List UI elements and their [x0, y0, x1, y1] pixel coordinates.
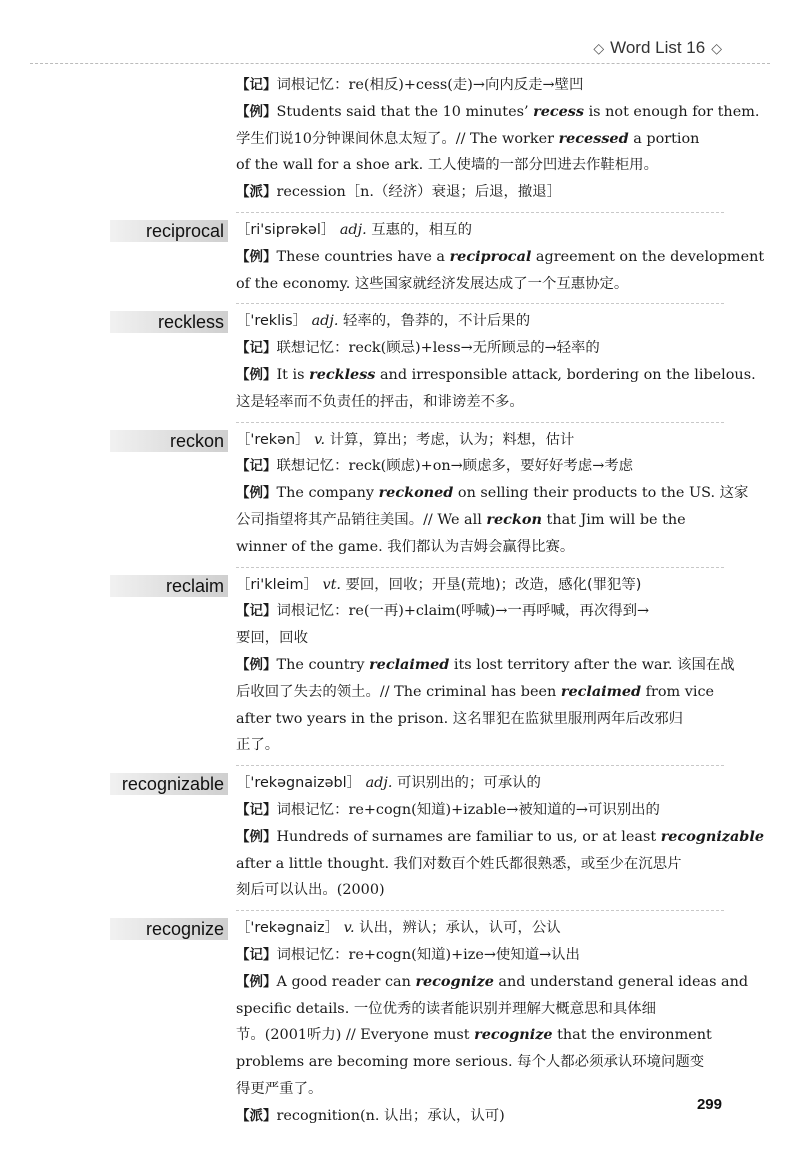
text-line	[236, 1103, 724, 1130]
text-span: of the wall for a shoe ark. 工人使墙的一部分凹进去作鞋柜用。	[236, 157, 658, 174]
text-line	[236, 507, 724, 534]
text-line	[236, 652, 735, 679]
text-span: winner of the game. 我们都认为吉姆会赢得比赛。	[236, 538, 575, 555]
entry-body	[236, 217, 765, 297]
entry-divider	[236, 303, 724, 304]
label-tag: 【例】	[236, 366, 277, 383]
entry-divider	[236, 765, 724, 766]
headword-label: reckon	[110, 430, 228, 452]
entry-body	[236, 308, 756, 415]
label-tag: 【例】	[236, 248, 277, 265]
text-line	[236, 996, 724, 1023]
text-line	[236, 969, 749, 996]
headword-usage: recessed	[558, 129, 629, 147]
text-span: of the economy. 这些国家就经济发展达成了一个互惠协定。	[236, 275, 629, 292]
text-line	[236, 244, 765, 271]
text-span: 词根记忆：re+cogn(知道)+izable→被知道的→可识别出的	[276, 801, 660, 818]
text-span: 要回，回收	[236, 630, 308, 647]
text-span: 后收回了失去的领土。// The criminal has been	[236, 683, 561, 700]
phonetic: ［ri'kleim］	[236, 576, 323, 593]
phonetic: ［'rekəgnaiz］	[236, 920, 344, 937]
label-tag: 【记】	[236, 603, 277, 620]
text-line	[236, 152, 724, 179]
text-line	[236, 480, 749, 507]
label-tag: 【记】	[236, 77, 277, 93]
headword-label: reclaim	[110, 575, 228, 597]
text-span: 联想记忆：reck(顾虑)+on→顾虑多，要好好考虑→考虑	[276, 458, 634, 475]
entry-definition	[236, 770, 724, 797]
part-of-speech: adj.	[365, 775, 397, 792]
part-of-speech: v.	[343, 920, 360, 937]
entry-body	[236, 915, 749, 1129]
text-span: 得更严重了。	[236, 1080, 323, 1097]
running-header	[593, 38, 722, 58]
text-span: These countries have a	[276, 248, 450, 265]
text-span: a portion	[628, 130, 700, 147]
label-tag: 【记】	[236, 946, 277, 963]
text-line	[236, 625, 724, 652]
text-line	[236, 1022, 724, 1049]
text-span: 这是轻率而不负责任的抨击，和诽谤差不多。	[236, 393, 524, 410]
part-of-speech: vt.	[322, 576, 346, 593]
part-of-speech: v.	[314, 431, 330, 448]
headword-usage: reckless	[309, 365, 376, 383]
entry-body	[236, 770, 764, 904]
dictionary-entry	[0, 422, 800, 561]
text-span: 词根记忆：re+cogn(知道)+ize→使知道→认出	[276, 946, 580, 963]
text-line	[236, 851, 724, 878]
part-of-speech: adj.	[339, 221, 372, 238]
text-span: 词根记忆：re(一再)+claim(呼喊)→一再呼喊，再次得到→	[276, 603, 650, 620]
text-line	[236, 271, 724, 298]
text-span: The company	[276, 485, 379, 502]
text-span: A good reader can	[276, 973, 416, 990]
text-line	[236, 534, 724, 561]
label-tag: 【派】	[236, 1107, 277, 1124]
meaning: 计算，算出；考虑，认为；料想，估计	[329, 431, 575, 448]
dictionary-entry	[0, 567, 800, 760]
text-span: It is	[276, 366, 310, 383]
text-line	[236, 706, 724, 733]
headword-label: reckless	[110, 311, 228, 333]
label-tag: 【记】	[236, 340, 277, 357]
text-span: after a little thought. 我们对数百个姓氏都很熟悉，或至少在沉思片	[236, 855, 682, 872]
text-span: specific details. 一位优秀的读者能识别并理解大概意思和具体细	[236, 1000, 657, 1017]
entry-divider	[236, 212, 724, 213]
entry-definition	[236, 217, 724, 244]
headword-usage: recognize	[415, 972, 494, 990]
phonetic: ［ri'siprəkəl］	[236, 221, 340, 238]
entry-definition	[236, 572, 724, 599]
meaning: 可识别出的；可承认的	[396, 775, 541, 792]
text-line	[236, 1076, 724, 1103]
label-tag: 【例】	[236, 103, 277, 120]
text-span: that Jim will be the	[541, 511, 686, 528]
label-tag: 【例】	[236, 828, 277, 845]
headword-label: recognize	[110, 918, 228, 940]
header-divider	[30, 63, 770, 64]
entry-definition	[236, 308, 724, 335]
text-span: on selling their products to the US. 这家	[453, 485, 749, 502]
text-line	[236, 824, 764, 851]
text-line	[236, 598, 724, 625]
dictionary-entry	[0, 303, 800, 415]
word-list-title: Word List 16	[610, 38, 706, 57]
text-line	[236, 72, 724, 99]
label-tag: 【例】	[236, 485, 277, 502]
meaning: 要回，回收；开垦(荒地)；改造，感化(罪犯等)	[345, 576, 642, 593]
meaning: 互惠的，相互的	[371, 221, 472, 238]
text-span: 刻后可以认出。(2000)	[236, 882, 385, 899]
text-span: Hundreds of surnames are familiar to us, or at least	[276, 828, 661, 845]
continued-entry	[236, 72, 760, 206]
diamond-icon: ◇	[711, 39, 722, 56]
entry-divider	[236, 422, 724, 423]
headword-usage: recess	[533, 102, 584, 120]
text-span: from vice	[641, 683, 715, 700]
text-span: 节。(2001听力) // Everyone must	[236, 1027, 475, 1044]
text-span: after two years in the prison. 这名罪犯在监狱里服刑两年后改邪归	[236, 710, 684, 727]
entry-divider	[236, 567, 724, 568]
meaning: 轻率的，鲁莽的，不计后果的	[343, 313, 531, 330]
text-span: 正了。	[236, 737, 280, 754]
text-line	[236, 126, 724, 153]
headword-usage: reckon	[486, 510, 542, 528]
dictionary-entry	[0, 212, 800, 297]
dictionary-entry	[0, 765, 800, 904]
headword-usage: reciprocal	[449, 247, 532, 265]
text-line	[236, 1049, 724, 1076]
meaning: 认出，辨认；承认，认可，公认	[359, 920, 561, 937]
text-span: 公司指望将其产品销往美国。// We all	[236, 511, 487, 528]
part-of-speech: adj.	[311, 313, 343, 330]
entry-body	[236, 572, 735, 760]
text-span: 联想记忆：reck(顾忌)+less→无所顾忌的→轻率的	[276, 340, 600, 357]
text-line	[236, 335, 724, 362]
text-span: its lost territory after the war. 该国在战	[449, 656, 735, 673]
text-span: and understand general ideas and	[493, 973, 749, 990]
text-line	[236, 179, 724, 206]
headword-usage: reclaimed	[560, 682, 642, 700]
text-line	[236, 877, 724, 904]
headword-usage: reclaimed	[369, 655, 450, 673]
text-line	[236, 453, 724, 480]
text-span: 学生们说10分钟课间休息太短了。// The worker	[236, 130, 559, 147]
text-span: agreement on the development	[531, 248, 765, 265]
headword-usage: reckoned	[378, 484, 454, 502]
text-line	[236, 362, 756, 389]
phonetic: ［'reklis］	[236, 313, 312, 330]
entry-divider	[236, 910, 724, 911]
text-span: 词根记忆：re(相反)+cess(走)→向内反走→壁凹	[276, 77, 584, 93]
text-line	[236, 942, 724, 969]
text-span: The country	[276, 656, 370, 673]
text-line	[236, 732, 724, 759]
headword-usage: recognize	[474, 1026, 553, 1044]
text-span: recognition(n. 认出；承认，认可)	[276, 1107, 505, 1124]
diamond-icon: ◇	[593, 39, 605, 56]
text-span: and irresponsible attack, bordering on the libelous.	[375, 366, 756, 383]
dictionary-entry	[0, 910, 800, 1129]
label-tag: 【例】	[236, 656, 277, 673]
label-tag: 【记】	[236, 801, 277, 818]
headword-usage: recognizable	[660, 827, 764, 845]
text-span: Students said that the 10 minutes’	[276, 103, 534, 120]
phonetic: ［'rekəgnaizəbl］	[236, 775, 366, 792]
entry-definition	[236, 915, 724, 942]
text-span: that the environment	[552, 1027, 712, 1044]
text-span: problems are becoming more serious. 每个人都必须承认环境问题变	[236, 1054, 705, 1071]
label-tag: 【派】	[236, 184, 277, 201]
text-line	[236, 389, 724, 416]
label-tag: 【例】	[236, 973, 277, 990]
text-line	[236, 99, 760, 126]
dictionary-content	[0, 72, 800, 1129]
text-span: recession［n.（经济）衰退；后退，撤退］	[276, 184, 562, 201]
text-line	[236, 679, 724, 706]
label-tag: 【记】	[236, 458, 277, 475]
page-number: 299	[696, 1096, 722, 1113]
entry-body	[236, 427, 749, 561]
entry-definition	[236, 427, 724, 454]
text-span: is not enough for them.	[584, 103, 760, 120]
headword-label: reciprocal	[110, 220, 228, 242]
text-line	[236, 797, 724, 824]
headword-label: recognizable	[110, 773, 228, 795]
phonetic: ［'rekən］	[236, 431, 315, 448]
